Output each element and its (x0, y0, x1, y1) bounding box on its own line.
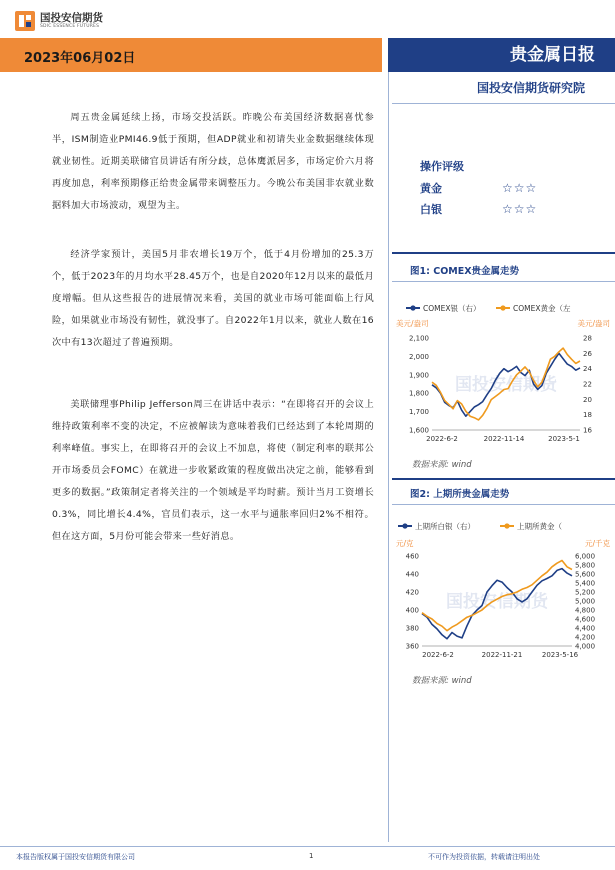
y-right-tick-label: 4,800 (575, 606, 596, 615)
report-date: 2023年06月02日 (24, 51, 136, 66)
x-tick-label: 2023-5-1 (548, 435, 580, 443)
x-tick-label: 2022-6-2 (422, 651, 454, 659)
y-left-tick-label: 2,000 (408, 352, 429, 361)
legend-label: 上期所黄金（ (517, 522, 562, 531)
logo-icon (14, 10, 36, 32)
subtitle-divider (392, 103, 615, 104)
legend-label: 上期所白银（右） (415, 522, 475, 531)
figure2-title: 图2: 上期所贵金属走势 (410, 489, 510, 500)
rating-title: 操作评级 (420, 160, 464, 173)
x-tick-label: 2022-11-21 (481, 651, 523, 659)
y-left-tick-label: 1,800 (408, 389, 429, 398)
report-subtitle: 国投安信期货研究院 (476, 81, 585, 95)
y-right-tick-label: 22 (583, 380, 592, 389)
paragraph-market-summary: 周五贵金属延续上扬，市场交投活跃。昨晚公布美国经济数据喜忧参半，ISM制造业PMI46.9低于预期，但ADP就业和初请失业金数据继续体现就业韧性。近期美联储官员讲话有所分歧，总体鹰派居多，市场定价六月将再度加息，利率预期修正给贵金属带来调整压力。今晚公布美国非农就业数据料加大市场波动，观望为主。 (52, 112, 374, 211)
rating-row-gold (420, 180, 537, 196)
y-right-tick-label: 4,400 (575, 624, 596, 633)
legend-label: COMEX银（右） (423, 304, 481, 313)
figure1-title: 图1: COMEX贵金属走势 (410, 266, 520, 277)
right-axis-unit: 元/千克 (584, 539, 610, 548)
y-right-tick-label: 4,600 (575, 615, 596, 624)
figure1-separator (392, 252, 615, 254)
y-right-tick-label: 18 (583, 411, 592, 420)
shfe-chart (392, 518, 614, 668)
column-divider (388, 72, 389, 842)
y-left-tick-label: 460 (405, 552, 419, 561)
logo-subtext: SDIC ESSENCE FUTURES (40, 24, 100, 29)
y-left-tick-label: 400 (405, 606, 419, 615)
y-right-tick-label: 4,000 (575, 642, 596, 651)
footer-disclaimer: 不可作为投资依据，转载请注明出处 (428, 853, 540, 861)
legend-swatch-marker (410, 305, 415, 310)
y-right-tick-label: 5,800 (575, 561, 596, 570)
rating-stars-silver: ☆☆☆ (502, 202, 538, 216)
figure2-source: 数据来源: wind (412, 676, 472, 686)
y-right-tick-label: 28 (583, 334, 592, 343)
legend-label: COMEX黄金（左 (513, 304, 571, 313)
x-tick-label: 2022-11-14 (483, 435, 525, 443)
y-left-tick-label: 440 (405, 570, 419, 579)
y-right-tick-label: 5,000 (575, 597, 596, 606)
y-right-tick-label: 6,000 (575, 552, 596, 561)
y-right-tick-label: 24 (583, 365, 592, 374)
rating-stars-gold: ☆☆☆ (502, 181, 538, 195)
y-right-tick-label: 5,400 (575, 579, 596, 588)
rating-row-silver (420, 201, 537, 217)
figure2-title-underline (392, 504, 615, 505)
chart-watermark: 国投安信期货 (446, 592, 548, 612)
figure1-title-underline (392, 281, 615, 282)
legend-swatch-marker (500, 305, 505, 310)
chart-watermark: 国投安信期货 (455, 375, 557, 395)
report-title: 贵金属日报 (510, 45, 595, 65)
legend-swatch-marker (504, 523, 509, 528)
x-tick-label: 2023-5-16 (541, 651, 579, 659)
right-axis-unit: 美元/盎司 (577, 319, 610, 328)
left-axis-unit: 元/克 (396, 539, 414, 548)
footer-divider (0, 846, 615, 847)
left-axis-unit: 美元/盎司 (396, 319, 429, 328)
y-right-tick-label: 5,600 (575, 570, 596, 579)
y-left-tick-label: 2,100 (408, 334, 429, 343)
comex-chart (392, 298, 614, 453)
paragraph-fed-comments: 美联储理事Philip Jefferson周三在讲话中表示：“在即将召开的会议上维持政策利率不变的决定，不应被解读为意味着我们已经达到了本轮周期的利率峰值。事实上，在即将召开的会议上不加息，将使（制定利率的联邦公开市场委员会FOMC）在就进一步收紧政策的程度做出决定之前，能够看到更多的数据。”政策制定者将关注的一个领域是平均时薪。预计当月工资增长0.3%，同比增长4.4%，官员们表示，这一水平与通胀率回归2%不相符。但在这方面，5月份可能会带来一些好消息。 (52, 399, 374, 542)
logo-text: 国投安信期货 (40, 12, 103, 24)
x-tick-label: 2022-6-2 (426, 435, 458, 443)
y-right-tick-label: 20 (583, 395, 592, 404)
y-left-tick-label: 1,700 (408, 408, 429, 417)
y-left-tick-label: 420 (405, 588, 419, 597)
y-left-tick-label: 1,900 (408, 371, 429, 380)
footer-copyright: 本报告版权属于国投安信期货有限公司 (16, 853, 135, 861)
figure1-source: 数据来源: wind (412, 460, 472, 470)
y-right-tick-label: 16 (583, 426, 592, 435)
company-logo (14, 8, 124, 34)
y-left-tick-label: 380 (405, 624, 419, 633)
page-number: 1 (309, 852, 314, 860)
y-right-tick-label: 26 (583, 349, 592, 358)
y-right-tick-label: 5,200 (575, 588, 596, 597)
paragraph-nonfarm-forecast: 经济学家预计，美国5月非农增长19万个，低于4月份增加的25.3万个，低于2023年的月均水平28.45万个，也是自2020年12月以来的最低月度增幅。但从这些报告的进展情况来看，美国的就业市场可能面临上行风险，如果就业市场没有韧性，就没事了。自2022年1月以来，就业人数在16次中有13次超过了普遍预期。 (52, 249, 374, 348)
figure2-separator (392, 478, 615, 480)
y-left-tick-label: 1,600 (408, 426, 429, 435)
y-left-tick-label: 360 (405, 642, 419, 651)
rating-label-gold: 黄金 (420, 182, 442, 195)
rating-label-silver: 白银 (420, 203, 442, 216)
legend-swatch-marker (402, 523, 407, 528)
y-right-tick-label: 4,200 (575, 633, 596, 642)
